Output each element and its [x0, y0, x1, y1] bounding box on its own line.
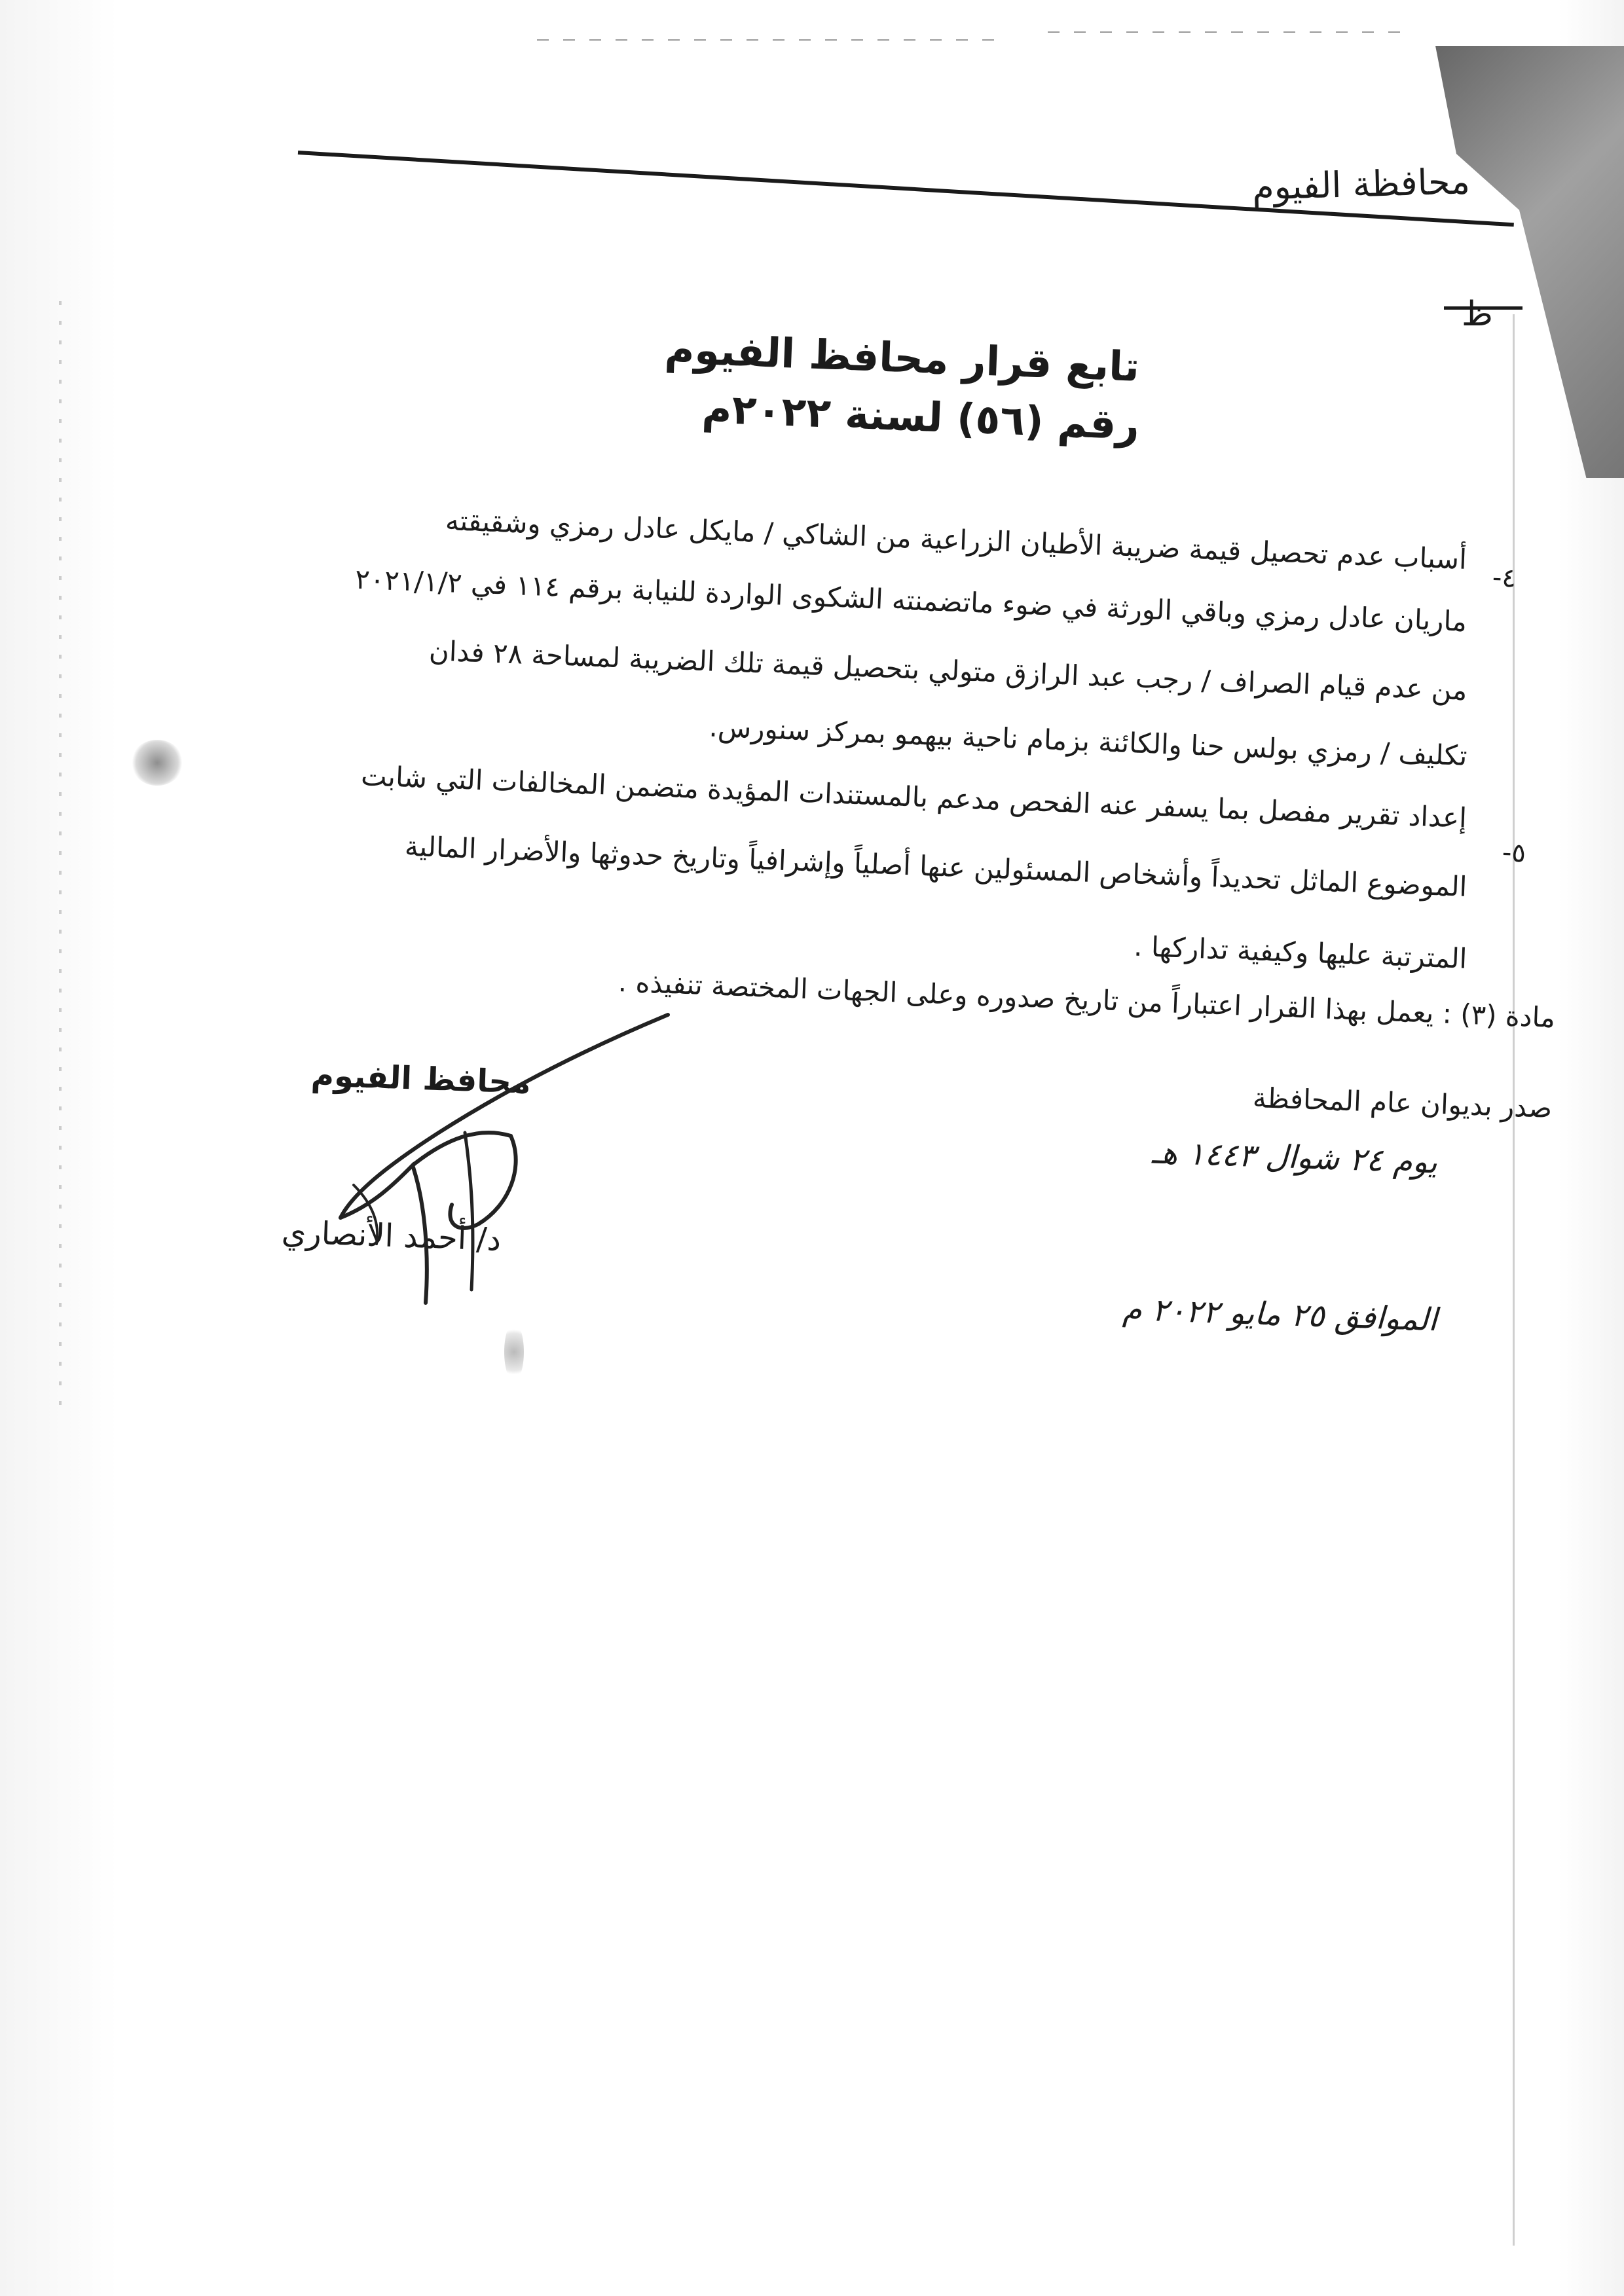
scan-edge-right: [1513, 314, 1515, 2246]
governorate-header: محافظة الفيوم: [1251, 160, 1471, 208]
scan-artifact: [537, 39, 995, 41]
decree-number: رقم (٥٦) لسنة ٢٠٢٢م: [701, 384, 1141, 449]
item-number: ٥-: [1502, 837, 1526, 869]
date-gregorian: الموافق ٢٥ مايو ٢٠٢٢ م: [1122, 1290, 1438, 1339]
item-5-line-1: إعداد تقرير مفصل بما يسفر عنه الفحص مدعم بالمستندات المؤيدة متضمن المخالفات التي شابت: [360, 759, 1467, 834]
scan-artifact: [1048, 31, 1401, 33]
scan-edge-left: [59, 301, 62, 1414]
item-4-line-3: من عدم قيام الصراف / رجب عبد الرازق متولي بتحصيل قيمة تلك الضريبة لمساحة ٢٨ فدان: [428, 634, 1467, 706]
signatory-title: محافظ الفيوم: [310, 1057, 532, 1101]
issued-at: صدر بديوان عام المحافظة: [1252, 1082, 1553, 1124]
item-number: ٤-: [1492, 562, 1517, 594]
punch-hole-mark: [131, 740, 183, 786]
date-hijri: يوم ٢٤ شوال ١٤٤٣ هـ: [1151, 1134, 1438, 1181]
item-5-line-3: المترتبة عليها وكيفية تداركها .: [1133, 930, 1467, 975]
article-3: مادة (٣) : يعمل بهذا القرار اعتباراً من تاريخ صدوره وعلى الجهات المختصة تنفيذه .: [618, 966, 1556, 1034]
item-5-line-2: الموضوع الماثل تحديداً وأشخاص المسئولين عنها أصلياً وإشرافياً وتاريخ حدوثها والأضرار المالية: [404, 829, 1467, 903]
handwritten-signature: [314, 1008, 681, 1316]
item-4-line-1: أسباب عدم تحصيل قيمة ضريبة الأطيان الزراعية من الشاكي / مايكل عادل رمزي وشقيقته: [445, 504, 1467, 575]
signatory-name: د/ أحمد الأنصاري: [281, 1214, 502, 1258]
item-4-line-2: ماريان عادل رمزي وباقي الورثة في ضوء ماتضمنته الشكوى الواردة للنيابة برقم ١١٤ في ٢٠٢١/١/٢: [354, 562, 1467, 638]
corner-letter: ظ: [1461, 295, 1493, 334]
item-4-line-4: تكليف / رمزي بولس حنا والكائنة بزمام ناحية بيهمو بمركز سنورس.: [708, 710, 1467, 772]
decree-title: تابع قرار محافظ الفيوم: [663, 325, 1141, 391]
scan-smudge: [504, 1322, 524, 1381]
